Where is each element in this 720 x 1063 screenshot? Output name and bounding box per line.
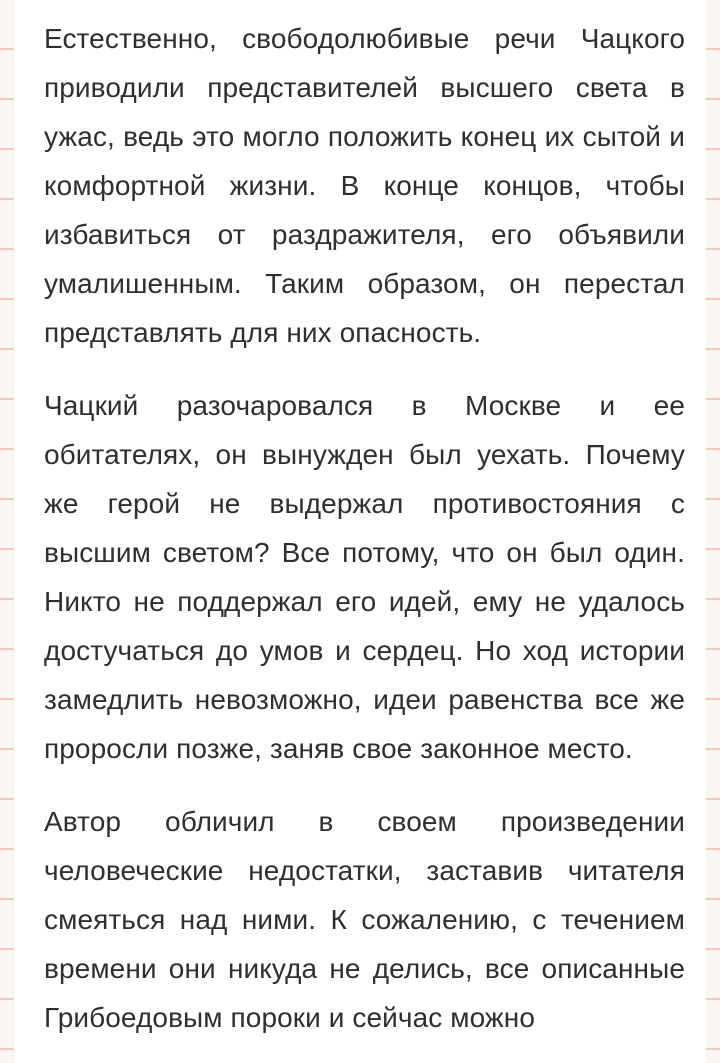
paragraph-1: Естественно, свободолюбивые речи Чацкого приводили представителей высшего света в ужас, ведь это могло положить конец их сытой и комфортной жизни. В конце концов, чтобы избавиться от раздражителя, его объявили умалишенным. Таким образом, он перестал представлять для них опасность.: [44, 23, 685, 348]
notebook-edge-right: [706, 0, 720, 1063]
paragraph-3: Автор обличил в своем произведении человеческие недостатки, заставив читателя смеяться над ними. К сожалению, с течением времени они никуда не делись, все описанные Грибоедовым пороки и сейчас можно: [44, 806, 685, 1033]
paragraph-2: Чацкий разочаровался в Москве и ее обитателях, он вынужден был уехать. Почему же герой не выдержал противостояния с высшим светом? Все потому, что он был один. Никто не поддержал его идей, ему не удалось достучаться до умов и сердец. Но ход истории замедлить невозможно, идеи равенства все же проросли позже, заняв свое законное место.: [44, 390, 685, 764]
article-body: [44, 14, 685, 1042]
notebook-edge-left: [0, 0, 14, 1063]
